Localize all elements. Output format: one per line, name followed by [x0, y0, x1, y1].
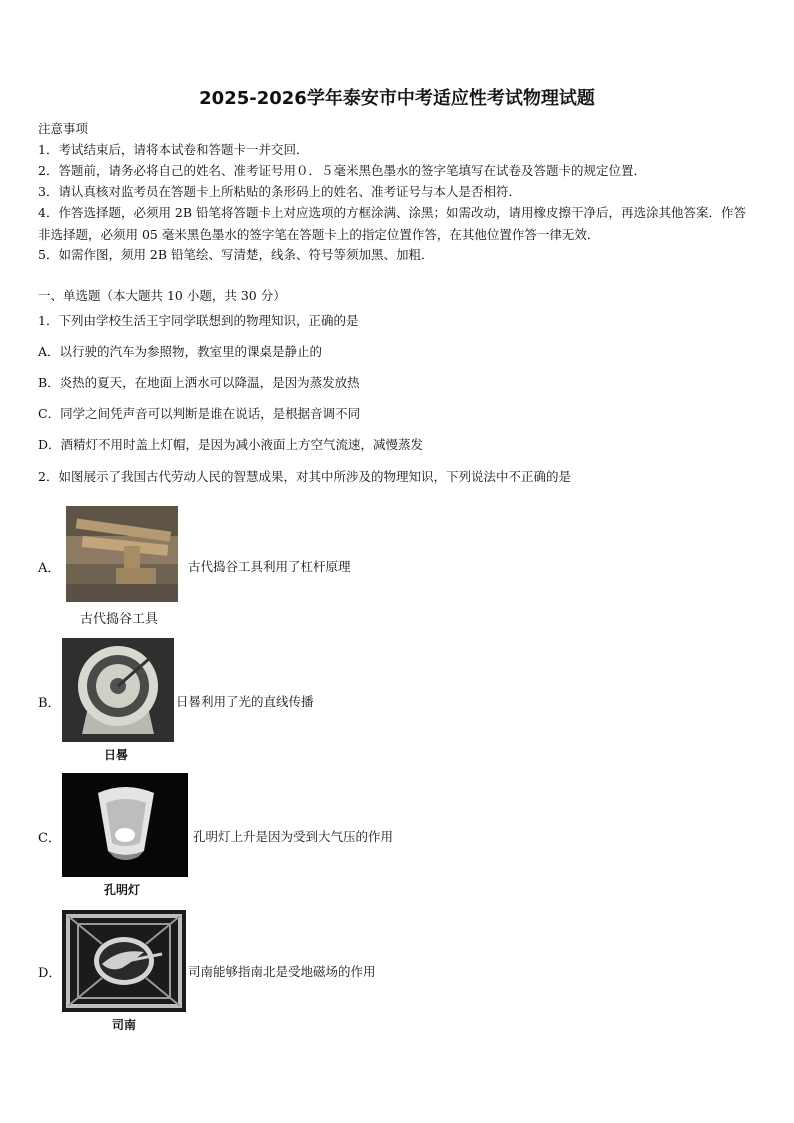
- q2-option-d-label: D．: [38, 966, 62, 981]
- q1-option-b: B．炎热的夏天，在地面上洒水可以降温，是因为蒸发放热: [38, 375, 360, 390]
- pounding-tool-image: [66, 506, 178, 602]
- q1-option-a: A．以行驶的汽车为参照物，教室里的课桌是静止的: [38, 344, 323, 359]
- q2-option-a-text: 古代捣谷工具利用了杠杆原理: [188, 559, 351, 574]
- q1-stem: 1．下列由学校生活王宇同学联想到的物理知识，正确的是: [38, 313, 359, 328]
- section-heading: 一、单选题（本大题共 10 小题，共 30 分）: [38, 288, 286, 303]
- q2-option-a-caption: 古代捣谷工具: [80, 612, 159, 627]
- q1-option-c: C．同学之间凭声音可以判断是谁在说话，是根据音调不同: [38, 406, 361, 421]
- page-title: 2025-2026学年泰安市中考适应性考试物理试题: [199, 88, 595, 109]
- sky-lantern-image: [62, 773, 188, 877]
- notice-heading: 注意事项: [38, 121, 89, 136]
- q2-option-d-caption: 司南: [112, 1018, 137, 1032]
- q2-option-d-text: 司南能够指南北是受地磁场的作用: [188, 964, 376, 979]
- q2-option-c-text: 孔明灯上升是因为受到大气压的作用: [193, 829, 394, 844]
- notice-item-5: 5．如需作图，须用 2B 铅笔绘、写清楚，线条、符号等须加黑、加粗．: [38, 247, 434, 262]
- notice-item-3: 3．请认真核对监考员在答题卡上所粘贴的条形码上的姓名、准考证号与本人是否相符．: [38, 184, 521, 199]
- q2-option-b-caption: 日晷: [104, 748, 129, 762]
- sundial-image: [62, 638, 174, 742]
- notice-item-2: 2．答题前，请务必将自己的姓名、准考证号用０．５毫米黑色墨水的签字笔填写在试卷及答题卡的规定位置．: [38, 163, 646, 178]
- notice-item-4: 4．作答选择题，必须用 2B 铅笔将答题卡上对应选项的方框涂满、涂黑；如需改动，请用橡皮擦干净后，再选涂其他答案．作答非选择题，必须用 05 毫米黑色墨水的签字笔在答题卡上的指定位置作答，在其他位置作答一律无效．: [38, 205, 747, 242]
- q2-option-b-label: B．: [38, 696, 61, 711]
- q2-stem: 2．如图展示了我国古代劳动人民的智慧成果，对其中所涉及的物理知识，下列说法中不正确的是: [38, 469, 571, 484]
- q2-option-a-label: A．: [38, 561, 61, 576]
- q2-option-b-text: 日晷利用了光的直线传播: [176, 694, 314, 709]
- q2-option-c-caption: 孔明灯: [104, 883, 141, 897]
- q1-option-d: D．酒精灯不用时盖上灯帽，是因为减小液面上方空气流速，减慢蒸发: [38, 437, 424, 452]
- notice-item-1: 1．考试结束后，请将本试卷和答题卡一并交回．: [38, 142, 309, 157]
- compass-sinan-image: [62, 910, 186, 1012]
- q2-option-c-label: C．: [38, 831, 61, 846]
